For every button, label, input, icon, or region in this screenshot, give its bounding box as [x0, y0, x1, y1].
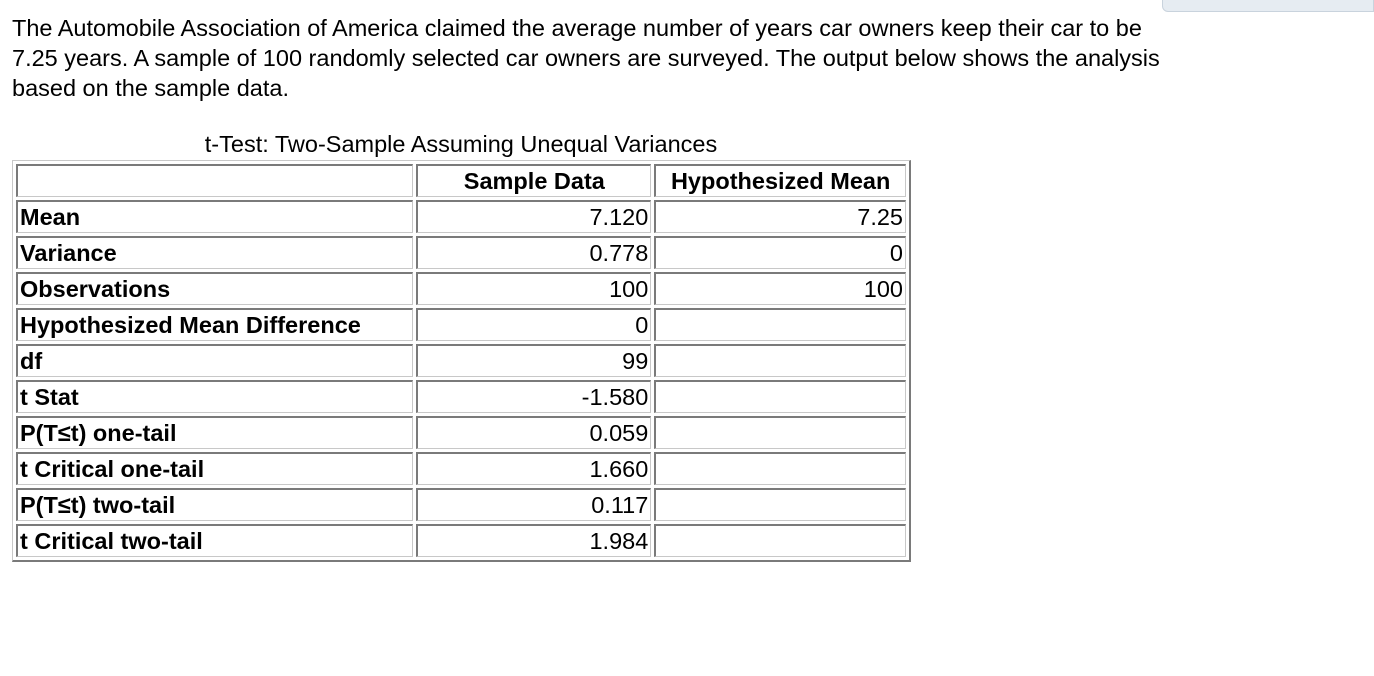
row-label: P(T≤t) two-tail	[16, 488, 413, 521]
row-label: Hypothesized Mean Difference	[16, 308, 413, 341]
hypothesized-value	[654, 380, 906, 413]
header-hypothesized-mean: Hypothesized Mean	[654, 164, 906, 197]
table-row	[16, 488, 906, 521]
sample-value: -1.580	[416, 380, 651, 413]
row-label: t Critical two-tail	[16, 524, 413, 557]
table-header-row	[16, 164, 906, 197]
table-row	[16, 272, 906, 305]
table-row	[16, 200, 906, 233]
corner-panel-tab	[1162, 0, 1374, 12]
hypothesized-value	[654, 524, 906, 557]
table-row	[16, 344, 906, 377]
header-blank-cell	[16, 164, 413, 197]
table-caption: t-Test: Two-Sample Assuming Unequal Variances	[204, 131, 718, 157]
row-label: t Stat	[16, 380, 413, 413]
table-row	[16, 452, 906, 485]
row-label: Mean	[16, 200, 413, 233]
hypothesized-value: 7.25	[654, 200, 906, 233]
problem-statement: The Automobile Association of America claimed the average number of years car owners keep their car to be 7.25 years. A sample of 100 randomly selected car owners are surveyed. The output below shows the analysis based on the sample data.	[12, 15, 1160, 101]
hypothesized-value	[654, 416, 906, 449]
row-label: P(T≤t) one-tail	[16, 416, 413, 449]
sample-value: 0.059	[416, 416, 651, 449]
table-row	[16, 524, 906, 557]
hypothesized-value	[654, 452, 906, 485]
sample-value: 99	[416, 344, 651, 377]
sample-value: 7.120	[416, 200, 651, 233]
table-row	[16, 380, 906, 413]
hypothesized-value	[654, 308, 906, 341]
hypothesized-value: 0	[654, 236, 906, 269]
row-label: Variance	[16, 236, 413, 269]
sample-value: 100	[416, 272, 651, 305]
row-label: Observations	[16, 272, 413, 305]
hypothesized-value	[654, 488, 906, 521]
sample-value: 1.660	[416, 452, 651, 485]
sample-value: 0	[416, 308, 651, 341]
hypothesized-value	[654, 344, 906, 377]
header-sample-data: Sample Data	[416, 164, 651, 197]
table-row	[16, 236, 906, 269]
table-row	[16, 416, 906, 449]
sample-value: 1.984	[416, 524, 651, 557]
row-label: df	[16, 344, 413, 377]
row-label: t Critical one-tail	[16, 452, 413, 485]
hypothesized-value: 100	[654, 272, 906, 305]
sample-value: 0.778	[416, 236, 651, 269]
sample-value: 0.117	[416, 488, 651, 521]
table-row	[16, 308, 906, 341]
t-test-table	[12, 160, 911, 562]
